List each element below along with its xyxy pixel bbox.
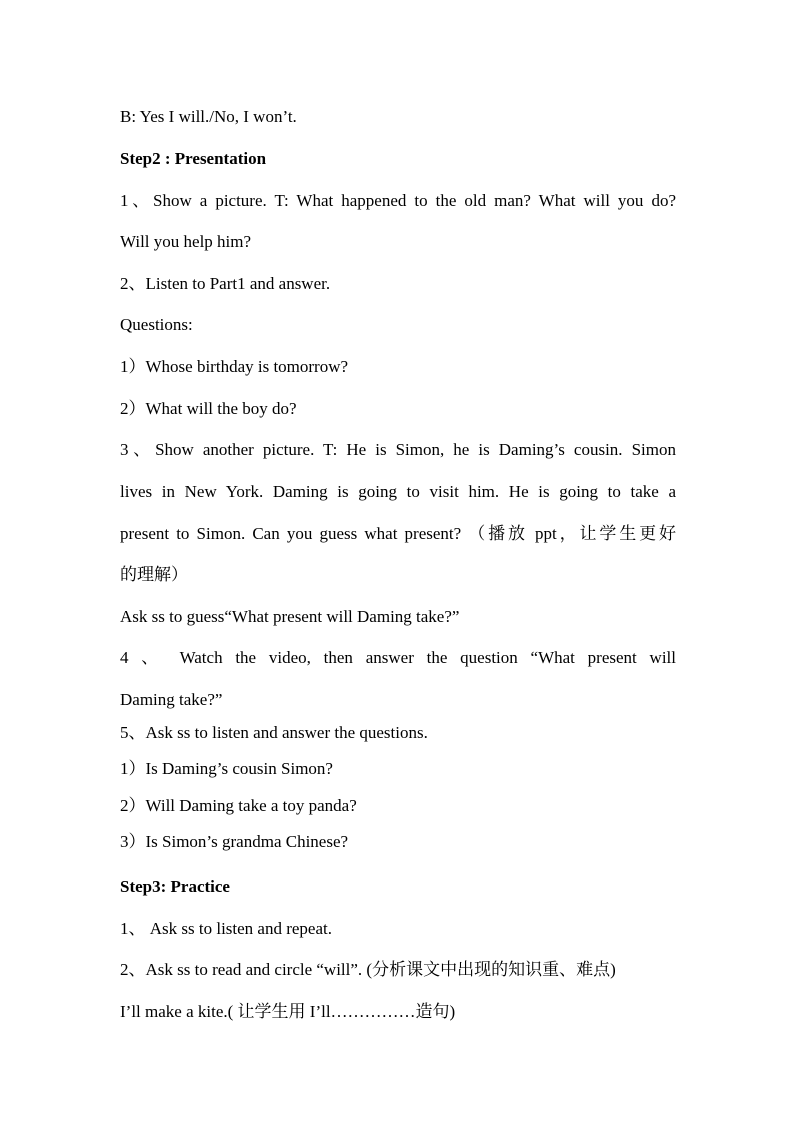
text-line: 2、Listen to Part1 and answer. [120,274,331,293]
text-line: 3、Show another picture. T: He is Simon, he is Daming’s cousin. Simon [120,440,676,459]
text-line: 4 、 Watch the video, then answer the question “What present will [120,648,676,667]
question-item: 2）What will the boy do? [120,399,297,418]
step3-heading: Step3: Practice [120,877,230,896]
text-line: present to Simon. Can you guess what present? （播放 ppt，让学生更好 [120,524,676,543]
text-line: 的理解） [120,565,188,584]
question-item: 3）Is Simon’s grandma Chinese? [120,832,349,851]
question-item: 1）Whose birthday is tomorrow? [120,357,349,376]
text-line: Ask ss to guess“What present will Daming take?” [120,607,460,626]
text-line: 1、Show a picture. T: What happened to the old man? What will you do? [120,191,676,210]
text-line: 1、 Ask ss to listen and repeat. [120,919,332,938]
text-line: Daming take?” [120,690,223,709]
text-line: Will you help him? [120,232,252,251]
question-item: 2）Will Daming take a toy panda? [120,796,357,815]
question-item: 1）Is Daming’s cousin Simon? [120,759,333,778]
text-line: lives in New York. Daming is going to visit him. He is going to take a [120,482,676,501]
step2-heading: Step2 : Presentation [120,149,267,168]
text-line: 5、Ask ss to listen and answer the questions. [120,723,428,742]
text-line: Questions: [120,315,193,334]
text-line: I’ll make a kite.( 让学生用 I’ll……………造句) [120,1002,456,1021]
answer-line: B: Yes I will./No, I won’t. [120,107,297,126]
text-line: 2、Ask ss to read and circle “will”. (分析课文中出现的知识重、难点) [120,960,616,979]
